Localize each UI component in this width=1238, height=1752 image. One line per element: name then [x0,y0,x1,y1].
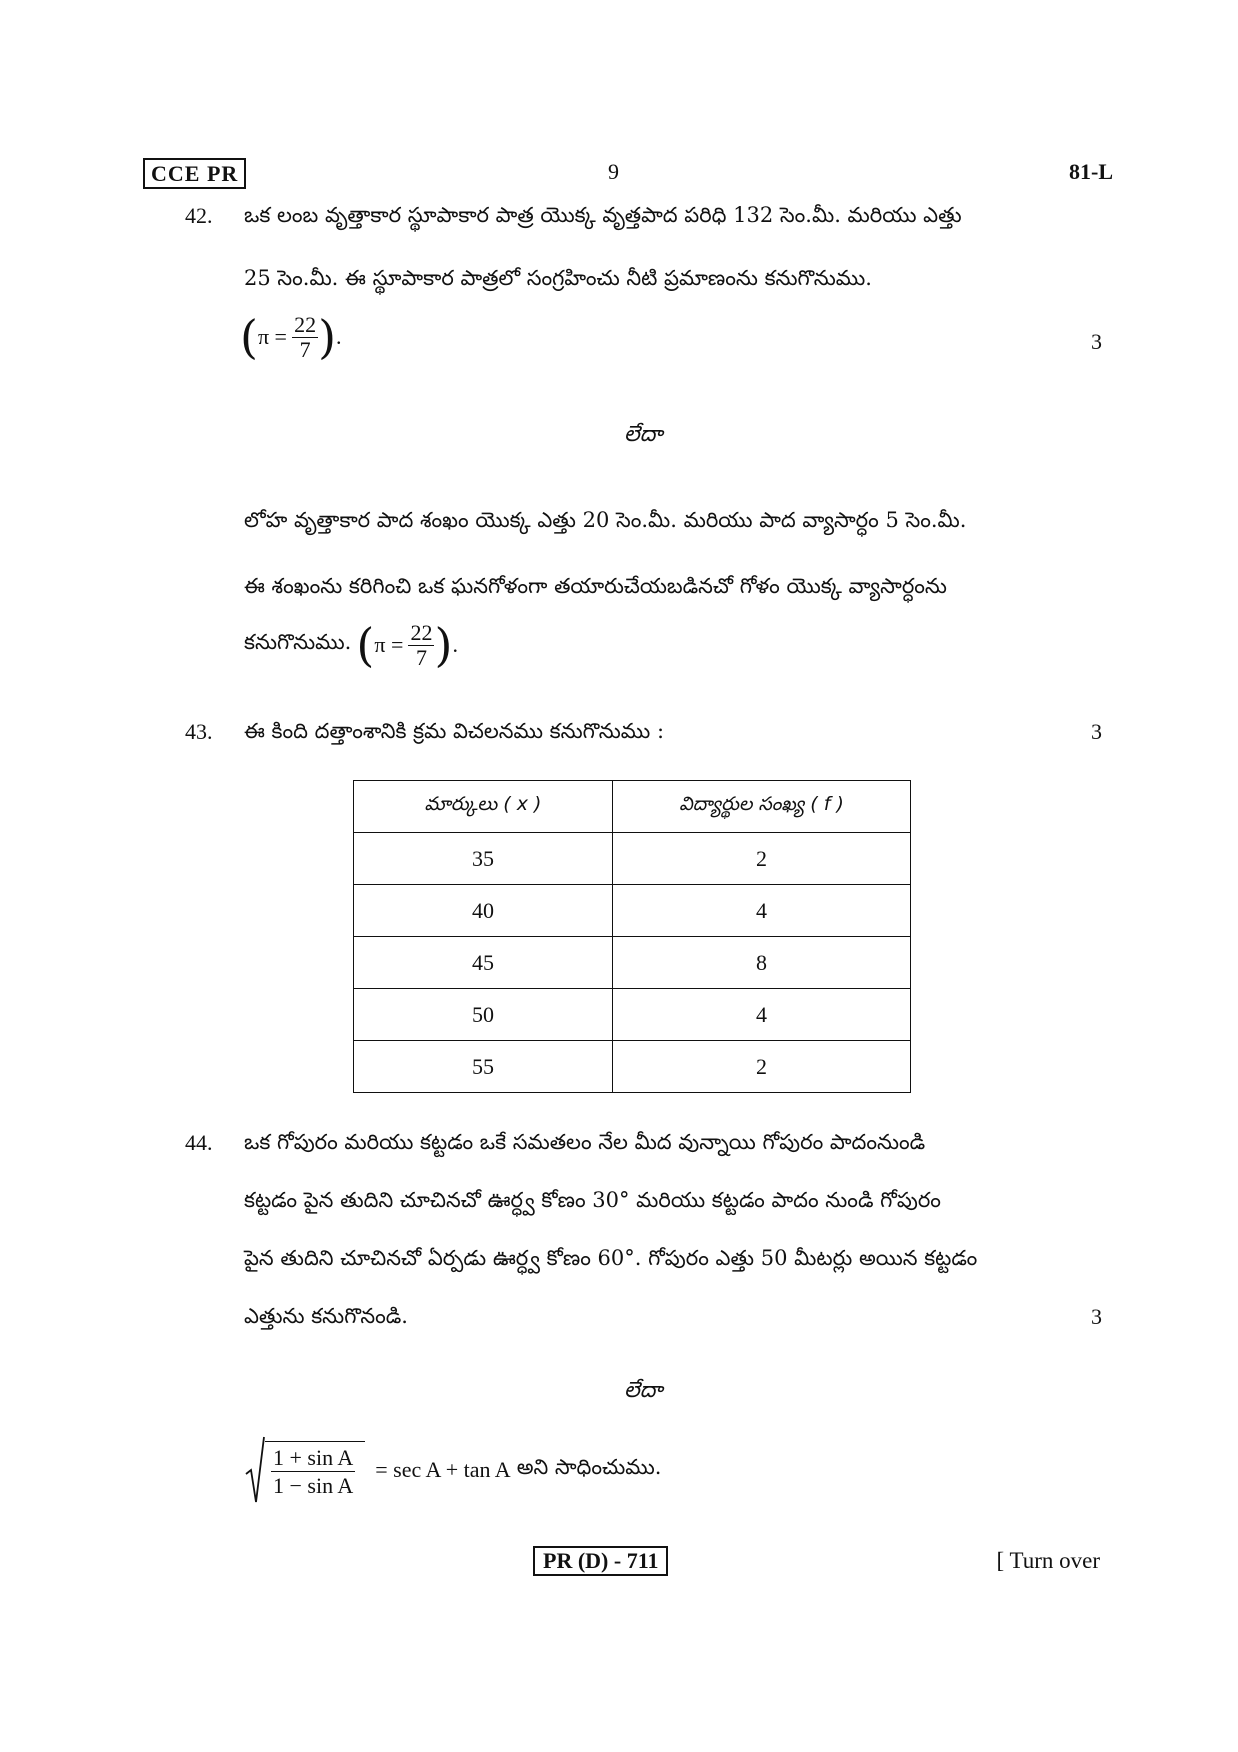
table-cell: 55 [354,1041,613,1093]
identity-rhs: = sec A + tan A [375,1457,511,1482]
table-cell: 45 [354,937,613,989]
table-cell: 4 [613,989,911,1041]
sqrt-denominator: 1 − sin A [273,1472,354,1498]
frequency-table [353,780,911,1093]
q42-period: . [336,324,342,349]
sqrt-radical-icon [245,1436,265,1504]
sqrt-numerator: 1 + sin A [273,1444,354,1470]
table-header-students: విద్యార్థుల సంఖ్య ( f ) [613,781,911,833]
table-row [354,1041,911,1093]
identity-suffix: అని సాధించుము. [516,1455,662,1479]
q44-or-label: లేదా [624,1378,663,1403]
q44-number: 44. [185,1130,213,1155]
q43-marks: 3 [1091,719,1102,744]
table-cell: 50 [354,989,613,1041]
pi-fraction [292,313,318,362]
table-cell: 8 [613,937,911,989]
table-cell: 2 [613,833,911,885]
identity-expression [245,1437,661,1503]
right-paren: ) [434,618,453,672]
q44-line1: ఒక గోపురం మరియు కట్టడం ఒకే సమతలం నేల మీద వున్నాయి గోపురం పాదంనుండి [244,1130,926,1154]
table-row [354,833,911,885]
q44-line2: కట్టడం పైన తుదిని చూచినచో ఊర్ధ్వ కోణం 30° మరియు కట్టడం పాదం నుండి గోపురం [244,1188,941,1212]
table-cell: 2 [613,1041,911,1093]
q44-marks: 3 [1091,1304,1102,1329]
q42-line1: ఒక లంబ వృత్తాకార స్థూపాకార పాత్ర యొక్క వృత్తపాద పరిధి 132 సెం.మీ. మరియు ఎత్తు [244,203,962,227]
table-cell: 35 [354,833,613,885]
q42-alt-line3-prefix: కనుగొనుము. [244,630,352,654]
q42-line2: 25 సెం.మీ. ఈ స్థూపాకార పాత్రలో సంగ్రహించు నీటి ప్రమాణంను కనుగొనుము. [244,266,872,290]
table-row [354,989,911,1041]
frac-denominator: 7 [415,644,427,670]
table-cell: 40 [354,885,613,937]
header-code: CCE PR [143,158,246,189]
pi-label: π = [257,324,287,349]
q42-pi-expression [240,310,342,364]
sqrt-fraction [265,1441,365,1499]
pi-label: π = [374,632,404,657]
q42-alt-period: . [452,632,458,657]
frac-denominator: 7 [299,336,311,362]
q44-line3: పైన తుదిని చూచినచో ఏర్పడు ఊర్ధ్వ కోణం 60°. గోపురం ఎత్తు 50 మీటర్లు అయిన కట్టడం [244,1246,978,1270]
q44-line4: ఎత్తును కనుగొనండి. [244,1304,408,1328]
left-paren: ( [240,310,258,364]
table-header-row [354,781,911,833]
footer-code: PR (D) - 711 [533,1546,668,1576]
page-number: 9 [608,159,619,184]
pi-fraction [408,621,434,670]
q43-number: 43. [185,719,213,744]
q42-alt-line3 [244,618,458,672]
right-paren: ) [318,310,337,364]
q42-alt-line1: లోహ వృత్తాకార పాద శంఖం యొక్క ఎత్తు 20 సెం.మీ. మరియు పాద వ్యాసార్ధం 5 సెం.మీ. [244,508,967,532]
q42-marks: 3 [1091,329,1102,354]
table-cell: 4 [613,885,911,937]
table-row [354,937,911,989]
frac-numerator: 22 [410,619,433,645]
q43-text: ఈ కింది దత్తాంశానికి క్రమ విచలనము కనుగొనుము : [244,719,665,743]
q42-or-label: లేదా [624,422,663,447]
q42-alt-line2: ఈ శంఖంను కరిగించి ఒక ఘనగోళంగా తయారుచేయబడినచో గోళం యొక్క వ్యాసార్ధంను [244,574,947,598]
frac-numerator: 22 [294,311,317,337]
paper-code: 81-L [1069,159,1113,184]
turn-over-text: [ Turn over [996,1548,1100,1573]
q42-number: 42. [185,203,213,228]
table-row [354,885,911,937]
left-paren: ( [356,618,375,672]
table-header-marks: మార్కులు ( x ) [354,781,613,833]
